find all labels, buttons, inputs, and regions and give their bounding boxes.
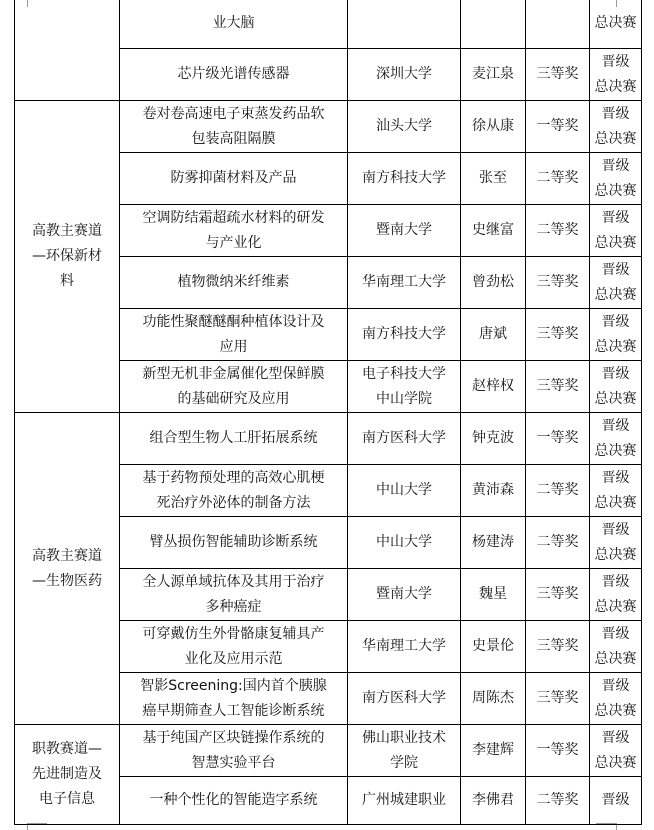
project-cell: 卷对卷高速电子束蒸发药品软 包装高阻隔膜	[120, 101, 348, 153]
school-cell: 广州城建职业	[348, 777, 461, 825]
school-cell: 暨南大学	[348, 205, 461, 257]
track-cell: 高教主赛道 —环保新材 料	[15, 101, 120, 413]
result-cell: 晋级 总决赛	[590, 257, 642, 309]
school-cell: 深圳大学	[348, 49, 461, 101]
school-cell: 暨南大学	[348, 569, 461, 621]
award-cell: 三等奖	[526, 569, 590, 621]
track-cell: 职教赛道— 先进制造及 电子信息	[15, 725, 120, 825]
result-cell: 晋级	[590, 777, 642, 825]
project-cell: 智影Screening:国内首个胰腺 癌早期筛查人工智能诊断系统	[120, 673, 348, 725]
leader-cell: 史景伦	[461, 621, 526, 673]
school-cell: 中山大学	[348, 465, 461, 517]
school-cell: 中山大学	[348, 517, 461, 569]
awards-table-body	[15, 0, 642, 825]
project-cell: 芯片级光谱传感器	[120, 49, 348, 101]
leader-cell: 赵梓权	[461, 361, 526, 413]
leader-cell: 史继富	[461, 205, 526, 257]
project-cell: 一种个性化的智能造字系统	[120, 777, 348, 825]
award-cell: 三等奖	[526, 309, 590, 361]
leader-cell: 周陈杰	[461, 673, 526, 725]
school-cell: 南方医科大学	[348, 673, 461, 725]
project-cell: 组合型生物人工肝拓展系统	[120, 413, 348, 465]
project-cell: 业大脑	[120, 0, 348, 49]
result-cell: 晋级 总决赛	[590, 465, 642, 517]
result-cell: 晋级 总决赛	[590, 673, 642, 725]
award-cell: 二等奖	[526, 205, 590, 257]
leader-cell: 魏星	[461, 569, 526, 621]
result-cell: 晋级 总决赛	[590, 725, 642, 777]
table-row	[15, 413, 642, 465]
award-cell: 二等奖	[526, 517, 590, 569]
table-row	[15, 0, 642, 49]
award-cell: 一等奖	[526, 101, 590, 153]
award-cell: 一等奖	[526, 725, 590, 777]
award-cell: 三等奖	[526, 49, 590, 101]
result-cell: 晋级 总决赛	[590, 101, 642, 153]
project-cell: 功能性聚醚醚酮种植体设计及 应用	[120, 309, 348, 361]
school-cell: 佛山职业技术 学院	[348, 725, 461, 777]
school-cell	[348, 0, 461, 49]
project-cell: 新型无机非金属催化型保鲜膜 的基础研究及应用	[120, 361, 348, 413]
table-row	[15, 101, 642, 153]
track-cell: 高教主赛道 —生物医药	[15, 413, 120, 725]
result-cell: 晋级 总决赛	[590, 569, 642, 621]
result-cell: 晋级 总决赛	[590, 621, 642, 673]
leader-cell: 钟克波	[461, 413, 526, 465]
award-cell: 一等奖	[526, 413, 590, 465]
award-cell	[526, 0, 590, 49]
leader-cell: 张至	[461, 153, 526, 205]
result-cell: 晋级 总决赛	[590, 361, 642, 413]
project-cell: 植物微纳米纤维素	[120, 257, 348, 309]
leader-cell	[461, 0, 526, 49]
school-cell: 南方科技大学	[348, 153, 461, 205]
project-cell: 防雾抑菌材料及产品	[120, 153, 348, 205]
school-cell: 南方医科大学	[348, 413, 461, 465]
project-cell: 基于药物预处理的高效心肌梗 死治疗外泌体的制备方法	[120, 465, 348, 517]
table-row	[15, 725, 642, 777]
leader-cell: 李建辉	[461, 725, 526, 777]
result-cell: 晋级 总决赛	[590, 413, 642, 465]
result-cell: 晋级 总决赛	[590, 517, 642, 569]
leader-cell: 杨建涛	[461, 517, 526, 569]
leader-cell: 徐从康	[461, 101, 526, 153]
award-cell: 二等奖	[526, 465, 590, 517]
awards-table	[14, 0, 642, 825]
leader-cell: 李佛君	[461, 777, 526, 825]
result-cell: 晋级 总决赛	[590, 205, 642, 257]
school-cell: 电子科技大学 中山学院	[348, 361, 461, 413]
project-cell: 基于纯国产区块链操作系统的 智慧实验平台	[120, 725, 348, 777]
school-cell: 华南理工大学	[348, 621, 461, 673]
award-cell: 二等奖	[526, 153, 590, 205]
result-cell: 总决赛	[590, 0, 642, 49]
school-cell: 华南理工大学	[348, 257, 461, 309]
award-cell: 三等奖	[526, 257, 590, 309]
award-cell: 二等奖	[526, 777, 590, 825]
project-cell: 臂丛损伤智能辅助诊断系统	[120, 517, 348, 569]
school-cell: 汕头大学	[348, 101, 461, 153]
project-cell: 可穿戴仿生外骨骼康复辅具产 业化及应用示范	[120, 621, 348, 673]
track-cell	[15, 0, 120, 101]
leader-cell: 唐斌	[461, 309, 526, 361]
leader-cell: 麦江泉	[461, 49, 526, 101]
award-cell: 三等奖	[526, 361, 590, 413]
result-cell: 晋级 总决赛	[590, 49, 642, 101]
result-cell: 晋级 总决赛	[590, 309, 642, 361]
leader-cell: 黄沛森	[461, 465, 526, 517]
school-cell: 南方科技大学	[348, 309, 461, 361]
award-cell: 三等奖	[526, 621, 590, 673]
award-cell: 三等奖	[526, 673, 590, 725]
leader-cell: 曾劲松	[461, 257, 526, 309]
project-cell: 空调防结霜超疏水材料的研发 与产业化	[120, 205, 348, 257]
result-cell: 晋级 总决赛	[590, 153, 642, 205]
project-cell: 全人源单域抗体及其用于治疗 多种癌症	[120, 569, 348, 621]
